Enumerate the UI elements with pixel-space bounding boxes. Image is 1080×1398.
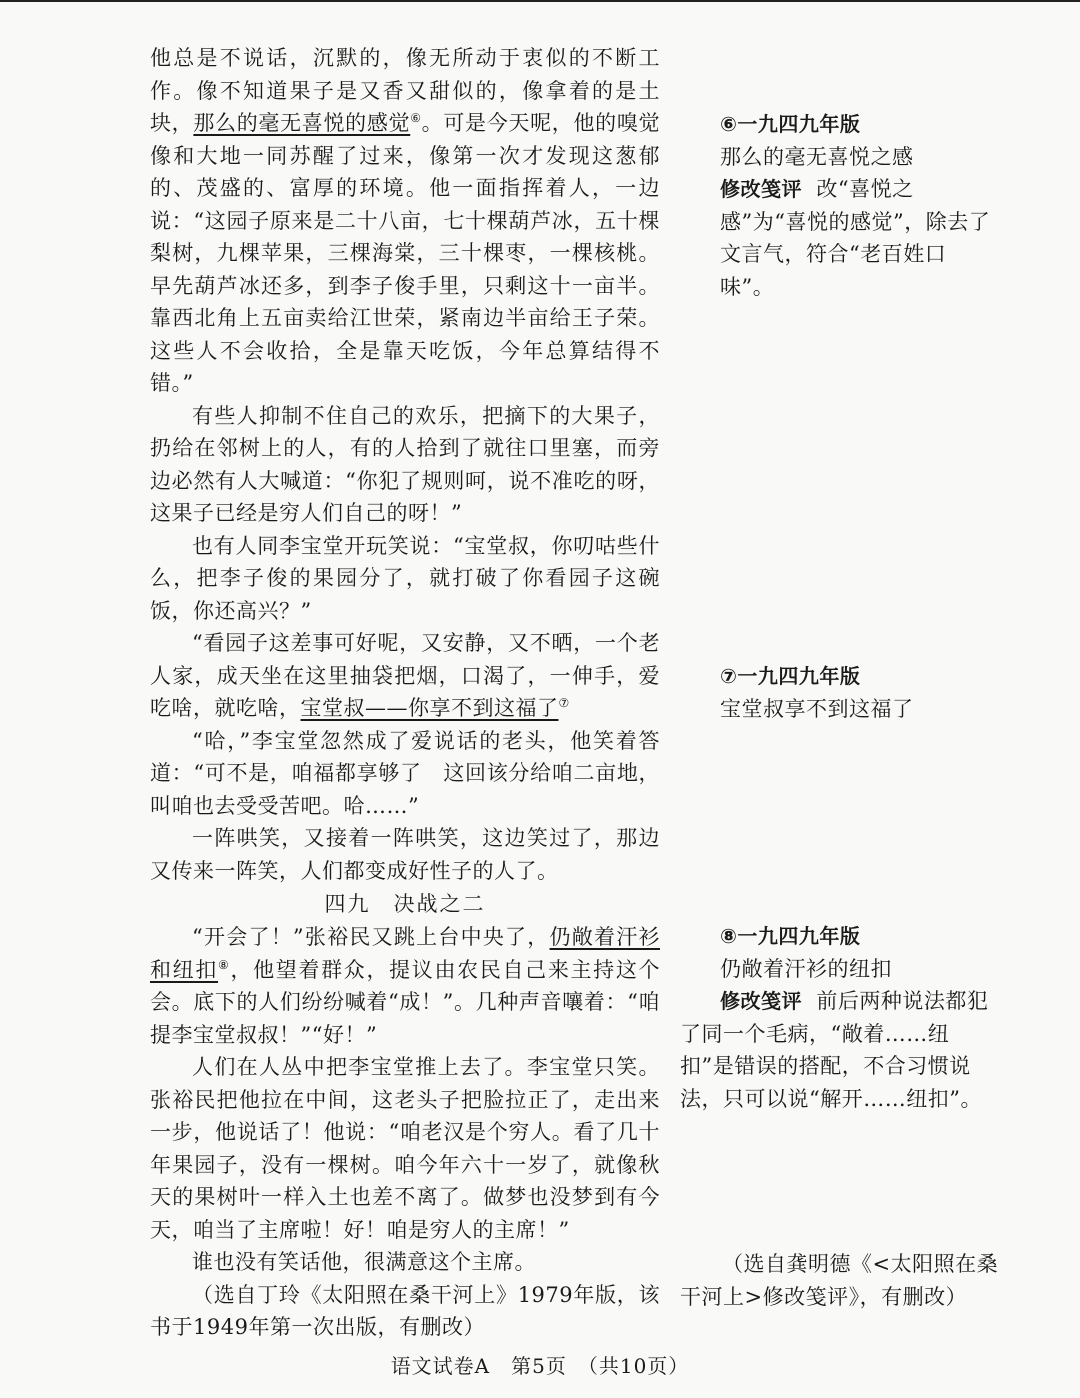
main-text-column xyxy=(150,42,660,1344)
footnote-marker-6: ⑥ xyxy=(410,111,422,125)
paragraph-6: 一阵哄笑，又接着一阵哄笑，这边笑过了，那边又传来一阵笑，人们都变成好性子的人了。 xyxy=(150,826,660,883)
note-7 xyxy=(680,660,1000,725)
page-footer: 语文试卷A 第5页 （共10页） xyxy=(390,1354,690,1378)
note-6-title: ⑥一九四九年版 xyxy=(720,112,861,136)
note-8-label: 修改笺评 xyxy=(720,989,802,1013)
note-8-title: ⑧一九四九年版 xyxy=(720,924,861,948)
paragraph-2: 有些人抑制不住自己的欢乐，把摘下的大果子，扔给在邻树上的人，有的人拾到了就往口里塞，而旁边必然有人大喊道：“你犯了规则呵，说不准吃的呀，这果子已经是穷人们自己的呀！” xyxy=(150,403,660,525)
note-source-citation: （选自龚明德《<太阳照在桑干河上>修改笺评》，有删改） xyxy=(680,1252,999,1309)
note-8-original-text: 仍敞着汗衫的纽扣 xyxy=(720,956,892,981)
paragraph-7: “开会了！”张裕民又跳上台中央了，仍敞着汗衫和纽扣⑧，他望着群众，提议由农民自己来主持这个会。底下的人们纷纷喊着“成！”。几种声音嚷着：“咱提李宝堂叔叔！”“好！” xyxy=(150,925,661,1047)
underlined-phrase-7: 宝堂叔——你享不到这福了 xyxy=(300,696,559,720)
paragraph-1: 他总是不说话，沉默的，像无所动于衷似的不断工作。像不知道果子是又香又甜似的，像拿着的是土块，那么的毫无喜悦的感觉⑥。可是今天呢，他的嗅觉像和大地一同苏醒了过来，像第一次才发现这葱郁的、茂盛的、富厚的环境。他一面指挥着人，一边说：“这园子原来是二十八亩，七十棵葫芦冰，五十棵梨树，九棵苹果，三棵海棠，三十棵枣，一棵核桃。早先葫芦冰还多，到李子俊手里，只剩这十一亩半。靠西北角上五亩卖给江世荣，紧南边半亩给王子荣。这些人不会收拾，全是靠天吃饭，今年总算结得不错。” xyxy=(150,46,661,395)
note-source xyxy=(680,1248,1000,1313)
note-8-comment: 修改笺评 前后两种说法都犯了同一个毛病，“敞着……纽扣”是错误的搭配，不合习惯说法，只可以说“解开……纽扣”。 xyxy=(680,989,989,1111)
note-6-original-text: 那么的毫无喜悦之感 xyxy=(720,144,914,169)
paragraph-3: 也有人同李宝堂开玩笑说：“宝堂叔，你叨咕些什么，把李子俊的果园分了，就打破了你看园子这碗饭，你还高兴？” xyxy=(150,533,660,623)
paragraph-9: 谁也没有笑话他，很满意这个主席。 xyxy=(192,1250,536,1274)
footnote-marker-8: ⑧ xyxy=(218,957,231,972)
note-7-original-text: 宝堂叔享不到这福了 xyxy=(720,696,914,721)
note-6-label: 修改笺评 xyxy=(720,177,802,201)
underlined-phrase-8: 仍敞着汗衫和纽扣 xyxy=(150,925,660,982)
note-6-comment: 修改笺评 改“喜悦之感”为“喜悦的感觉”，除去了文言气，符合“老百姓口味”。 xyxy=(720,177,991,299)
main-source-citation: （选自丁玲《太阳照在桑干河上》1979年版，该书于1949年第一次出版，有删改） xyxy=(150,1282,660,1339)
underlined-phrase-6: 那么的毫无喜悦的感觉 xyxy=(193,111,411,135)
chapter-heading: 四九 决战之二 xyxy=(324,892,486,916)
note-8 xyxy=(680,920,1000,1115)
note-7-title: ⑦一九四九年版 xyxy=(720,664,861,688)
paragraph-5: “哈，”李宝堂忽然成了爱说话的老头，他笑着答道：“可不是，咱福都享够了 这回该分给咱二亩地，叫咱也去受受苦吧。哈……” xyxy=(150,728,660,818)
paragraph-4: “看园子这差事可好呢，又安静，又不晒，一个老人家，成天坐在这里抽袋把烟，口渴了，一伸手，爱吃啥，就吃啥，宝堂叔——你享不到这福了⑦ xyxy=(150,631,660,720)
paragraph-8: 人们在人丛中把李宝堂推上去了。李宝堂只笑。张裕民把他拉在中间，这老头子把脸拉正了，走出来一步，他说话了！他说：“咱老汉是个穷人。看了几十年果园子，没有一棵树。咱今年六十一岁了，就像秋天的果树叶一样入土也差不离了。做梦也没梦到有今天，咱当了主席啦！好！咱是穷人的主席！” xyxy=(150,1055,660,1242)
note-6 xyxy=(680,108,1000,303)
footnote-marker-7: ⑦ xyxy=(558,696,570,710)
